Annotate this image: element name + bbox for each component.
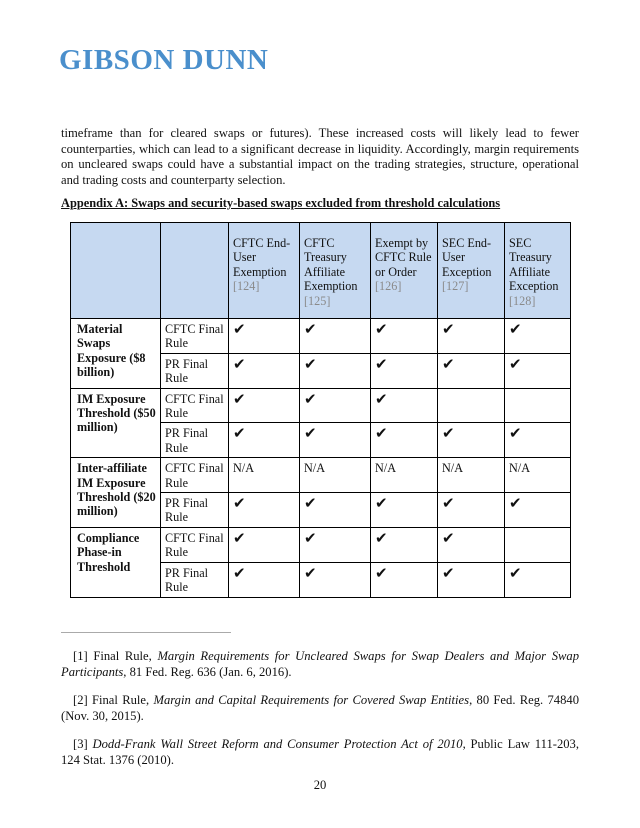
table-row — [71, 388, 571, 423]
table-cell: ✔ — [300, 527, 371, 562]
footnote-text: , 80 Fed. Reg. 74840 (Nov. 30, 2015). — [61, 693, 579, 723]
table-row — [71, 458, 571, 493]
footnote-text: , 81 Fed. Reg. 636 (Jan. 6, 2016). — [123, 664, 292, 679]
footnote-number: [3] — [73, 737, 88, 752]
table-cell: ✔ — [371, 388, 438, 423]
column-header-label: SEC End-User Exception — [442, 236, 492, 279]
threshold-label: Inter-affiliate IM Exposure Threshold ($20 million) — [71, 458, 161, 528]
table-cell: ✔ — [438, 562, 505, 597]
appendix-heading: Appendix A: Swaps and security-based swaps excluded from threshold calculations — [61, 196, 501, 210]
column-header — [371, 223, 438, 319]
table-cell: ✔ — [229, 353, 300, 388]
column-header-label: Exempt by CFTC Rule or Order — [375, 236, 432, 279]
rule-label: PR Final Rule — [161, 353, 229, 388]
footnote-title: Dodd-Frank Wall Street Reform and Consumer Protection Act of 2010 — [92, 737, 463, 752]
rule-label: CFTC Final Rule — [161, 527, 229, 562]
intro-paragraph: timeframe than for cleared swaps or futures). These increased costs will likely lead to fewer counterparties, which can lead to a significant decrease in liquidity. Accordingly, margin requirements on uncleared swaps could have a substantial impact on the trading strategies, structure, operational and trading costs and counterparty selection. — [61, 126, 579, 187]
page-number: 20 — [313, 778, 327, 792]
header-blank-cell — [71, 223, 161, 319]
table-cell: ✔ — [505, 423, 571, 458]
table-cell: ✔ — [438, 527, 505, 562]
table-cell — [505, 527, 571, 562]
footnote — [61, 737, 579, 768]
table-cell: ✔ — [300, 319, 371, 354]
table-row — [71, 527, 571, 562]
table-cell: ✔ — [438, 423, 505, 458]
column-header-ref: [128] — [509, 293, 536, 308]
footnote-separator — [61, 632, 231, 633]
table-cell: ✔ — [371, 353, 438, 388]
table-cell: ✔ — [300, 423, 371, 458]
table-cell: ✔ — [300, 493, 371, 528]
table-cell — [505, 388, 571, 423]
table-cell: ✔ — [371, 319, 438, 354]
footnote-text: Final Rule, — [92, 693, 154, 708]
column-header-ref: [126] — [375, 279, 402, 294]
rule-label: CFTC Final Rule — [161, 388, 229, 423]
table-cell: ✔ — [300, 353, 371, 388]
table-cell: ✔ — [229, 319, 300, 354]
table-cell: ✔ — [229, 423, 300, 458]
table-cell: N/A — [505, 458, 571, 493]
table-cell: ✔ — [300, 388, 371, 423]
footnotes — [61, 649, 579, 769]
column-header-label: CFTC End-User Exemption — [233, 236, 291, 279]
exclusion-table — [70, 222, 571, 598]
table-cell: ✔ — [505, 493, 571, 528]
table-cell: ✔ — [505, 319, 571, 354]
column-header-ref: [124] — [233, 279, 260, 294]
column-header-ref: [125] — [304, 293, 331, 308]
table-cell: N/A — [229, 458, 300, 493]
column-header-label: CFTC Treasury Affiliate Exemption — [304, 236, 358, 294]
column-header — [300, 223, 371, 319]
rule-label: CFTC Final Rule — [161, 458, 229, 493]
table-cell: N/A — [371, 458, 438, 493]
table-cell: ✔ — [229, 527, 300, 562]
table-cell: ✔ — [229, 562, 300, 597]
rule-label: CFTC Final Rule — [161, 319, 229, 354]
table-cell: ✔ — [300, 562, 371, 597]
table-cell — [438, 388, 505, 423]
threshold-label: IM Exposure Threshold ($50 million) — [71, 388, 161, 458]
rule-label: PR Final Rule — [161, 423, 229, 458]
table-cell: ✔ — [371, 493, 438, 528]
table-cell: ✔ — [505, 353, 571, 388]
footnote-text: Final Rule, — [93, 649, 158, 663]
threshold-label: Material Swaps Exposure ($8 billion) — [71, 319, 161, 389]
table-cell: ✔ — [371, 562, 438, 597]
table-cell: ✔ — [371, 423, 438, 458]
table-header-row — [71, 223, 571, 319]
table-cell: ✔ — [371, 527, 438, 562]
column-header-ref: [127] — [442, 279, 469, 294]
footnote-title: Margin and Capital Requirements for Covered Swap Entities — [153, 693, 470, 708]
header-blank-cell — [161, 223, 229, 319]
column-header — [229, 223, 300, 319]
table-cell: ✔ — [438, 353, 505, 388]
firm-logo: GIBSON DUNN — [59, 44, 269, 76]
rule-label: PR Final Rule — [161, 493, 229, 528]
footnote-text: , Public Law 111-203, 124 Stat. 1376 (2010). — [61, 737, 579, 767]
threshold-label: Compliance Phase-in Threshold — [71, 527, 161, 597]
column-header — [505, 223, 571, 319]
table-row — [71, 319, 571, 354]
table-cell: N/A — [438, 458, 505, 493]
footnote-number: [1] — [73, 649, 88, 663]
table-cell: ✔ — [229, 388, 300, 423]
table-cell: ✔ — [438, 319, 505, 354]
footnote — [61, 693, 579, 724]
table-cell: ✔ — [438, 493, 505, 528]
table-cell: ✔ — [505, 562, 571, 597]
footnote-number: [2] — [73, 693, 88, 708]
rule-label: PR Final Rule — [161, 562, 229, 597]
table-cell: ✔ — [229, 493, 300, 528]
column-header — [438, 223, 505, 319]
column-header-label: SEC Treasury Affiliate Exception — [509, 236, 559, 294]
footnote — [61, 649, 579, 680]
footnote-title: Margin Requirements for Uncleared Swaps for Swap Dealers and Major Swap Participants — [61, 649, 579, 679]
table-cell: N/A — [300, 458, 371, 493]
